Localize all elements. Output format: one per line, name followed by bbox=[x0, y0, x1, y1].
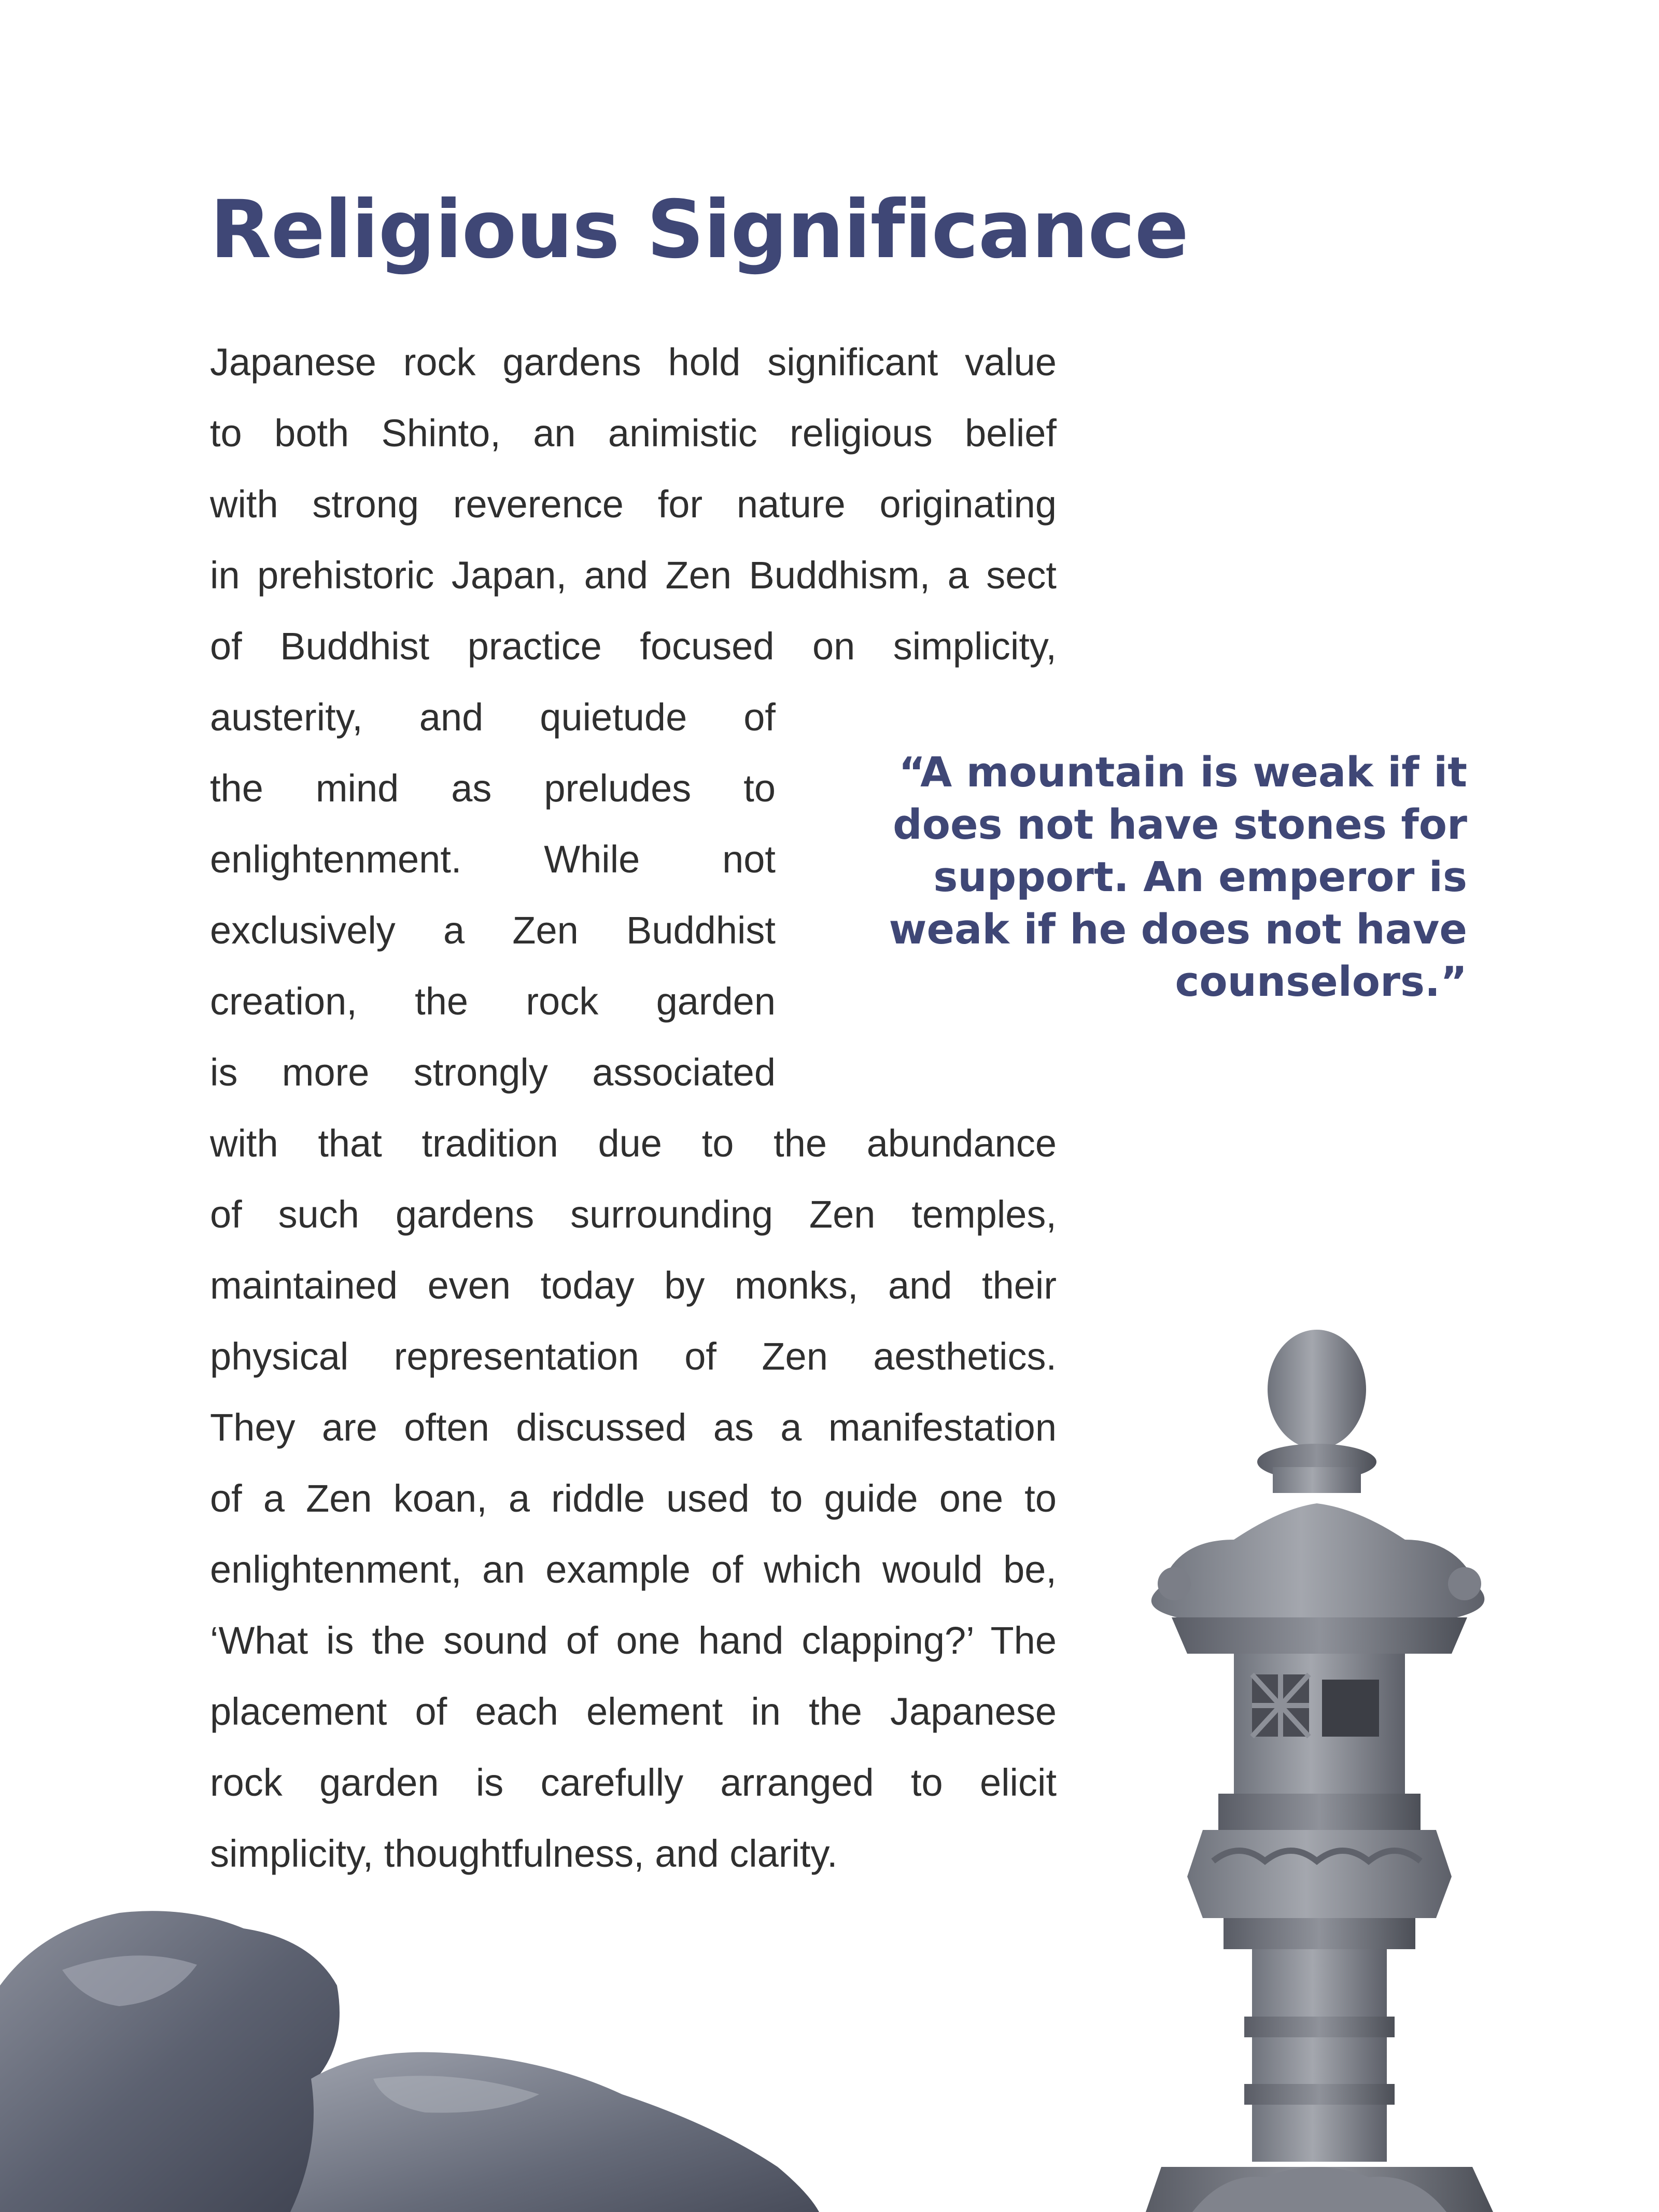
body-line: placement of each element in the Japanese bbox=[210, 1690, 1057, 1733]
body-line: rock garden is carefully arranged to elicit bbox=[210, 1761, 1057, 1804]
body-line: of Buddhist practice focused on simplicity, bbox=[210, 625, 1057, 668]
body-line: to both Shinto, an animistic religious belief bbox=[210, 412, 1057, 455]
body-paragraph bbox=[210, 327, 1057, 1889]
body-line: of a Zen koan, a riddle used to guide one to bbox=[210, 1477, 1057, 1520]
body-line: ‘What is the sound of one hand clapping?’ The bbox=[210, 1619, 1057, 1662]
quote-line: does not have stones for bbox=[893, 801, 1467, 849]
body-line: of such gardens surrounding Zen temples, bbox=[210, 1193, 1057, 1236]
quote-line: counselors.” bbox=[1175, 958, 1467, 1006]
body-line: the mind as preludes to bbox=[210, 767, 776, 810]
body-line: maintained even today by monks, and their bbox=[210, 1264, 1057, 1307]
quote-line: “A mountain is weak if it bbox=[898, 749, 1467, 796]
body-line: exclusively a Zen Buddhist bbox=[210, 909, 776, 952]
body-line: austerity, and quietude of bbox=[210, 696, 776, 739]
body-line: They are often discussed as a manifestation bbox=[210, 1406, 1057, 1449]
stone-lantern-image bbox=[1115, 1296, 1633, 2212]
body-line: in prehistoric Japan, and Zen Buddhism, a sect bbox=[210, 554, 1057, 597]
body-line: with strong reverence for nature originating bbox=[210, 483, 1057, 526]
body-line: Japanese rock gardens hold significant value bbox=[210, 341, 1057, 384]
body-line: creation, the rock garden bbox=[210, 980, 776, 1023]
body-line: simplicity, thoughtfulness, and clarity. bbox=[210, 1832, 838, 1875]
page-title: Religious Significance bbox=[210, 184, 1189, 276]
body-line: enlightenment, an example of which would be, bbox=[210, 1548, 1057, 1591]
body-line: enlightenment. While not bbox=[210, 838, 776, 881]
rocks-image bbox=[0, 1908, 819, 2212]
body-line: physical representation of Zen aesthetics. bbox=[210, 1335, 1057, 1378]
quote-line: support. An emperor is bbox=[933, 853, 1467, 901]
pull-quote bbox=[881, 746, 1467, 1008]
body-line: is more strongly associated bbox=[210, 1051, 776, 1094]
body-line: with that tradition due to the abundance bbox=[210, 1122, 1057, 1165]
quote-line: weak if he does not have bbox=[889, 906, 1467, 953]
